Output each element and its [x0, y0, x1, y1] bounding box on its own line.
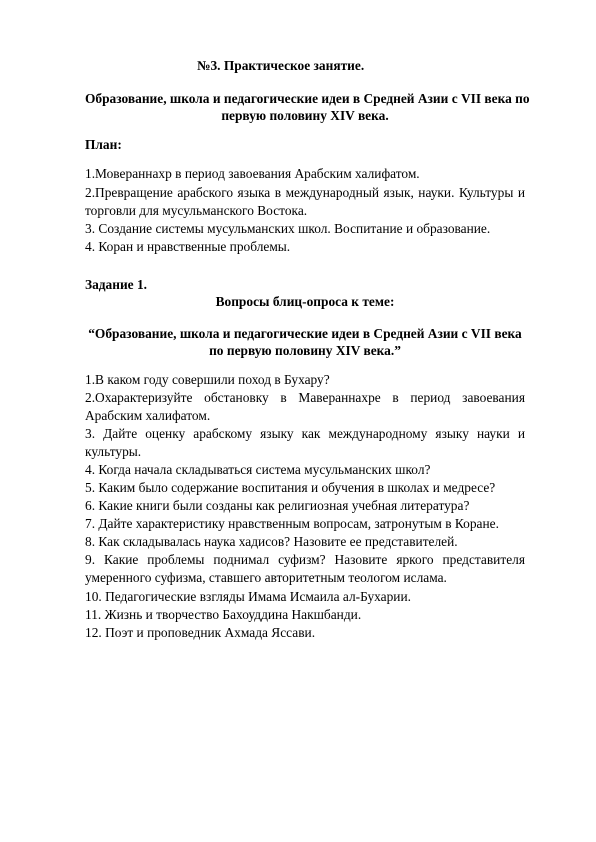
plan-item: 1.Мовераннахр в период завоевания Арабским халифатом. [85, 166, 420, 181]
question-item-continuation: Арабским халифатом. [85, 408, 211, 423]
question-item: 1.В каком году совершили поход в Бухару? [85, 372, 330, 387]
question-item-continuation: умеренного суфизма, ставшего авторитетным теологом ислама. [85, 570, 447, 585]
question-item: 4. Когда начала складываться система мусульманских школ? [85, 462, 431, 477]
task-topic-line-1: “Образование, школа и педагогические идеи в Средней Азии с VII века [88, 326, 522, 341]
question-item: 3. Дайте оценку арабскому языку как международному языку науки и [85, 426, 525, 441]
task-subheading: Вопросы блиц-опроса к теме: [215, 294, 395, 309]
topic-line-1: Образование, школа и педагогические идеи в Средней Азии с VII века по [85, 91, 530, 106]
task-heading: Задание 1. [85, 277, 147, 292]
plan-item: 4. Коран и нравственные проблемы. [85, 239, 291, 254]
plan-item: 2.Превращение арабского языка в международный язык, науки. Культуры и [85, 185, 525, 200]
plan-item-continuation: торговли для мусульманского Востока. [85, 203, 308, 218]
practice-title: №3. Практическое занятие. [197, 58, 365, 73]
topic-line-2: первую половину XIV века. [221, 108, 389, 123]
question-item: 5. Каким было содержание воспитания и обучения в школах и медресе? [85, 480, 496, 495]
plan-item: 3. Создание системы мусульманских школ. Воспитание и образование. [85, 221, 491, 236]
question-item: 10. Педагогические взгляды Имама Исмаила ал-Бухарии. [85, 589, 411, 604]
question-item-continuation: культуры. [85, 444, 142, 459]
question-item: 12. Поэт и проповедник Ахмада Яссави. [85, 625, 316, 640]
question-item: 2.Охарактеризуйте обстановку в Мавераннахре в период завоевания [85, 390, 525, 405]
question-item: 8. Как складывалась наука хадисов? Назовите ее представителей. [85, 534, 458, 549]
plan-heading: План: [85, 137, 122, 152]
task-topic-line-2: по первую половину XIV века.” [209, 343, 401, 358]
question-item: 11. Жизнь и творчество Бахоуддина Накшбанди. [85, 607, 362, 622]
question-item: 6. Какие книги были созданы как религиозная учебная литература? [85, 498, 470, 513]
question-item: 9. Какие проблемы поднимал суфизм? Назовите яркого представителя [85, 552, 525, 567]
question-item: 7. Дайте характеристику нравственным вопросам, затронутым в Коране. [85, 516, 499, 531]
